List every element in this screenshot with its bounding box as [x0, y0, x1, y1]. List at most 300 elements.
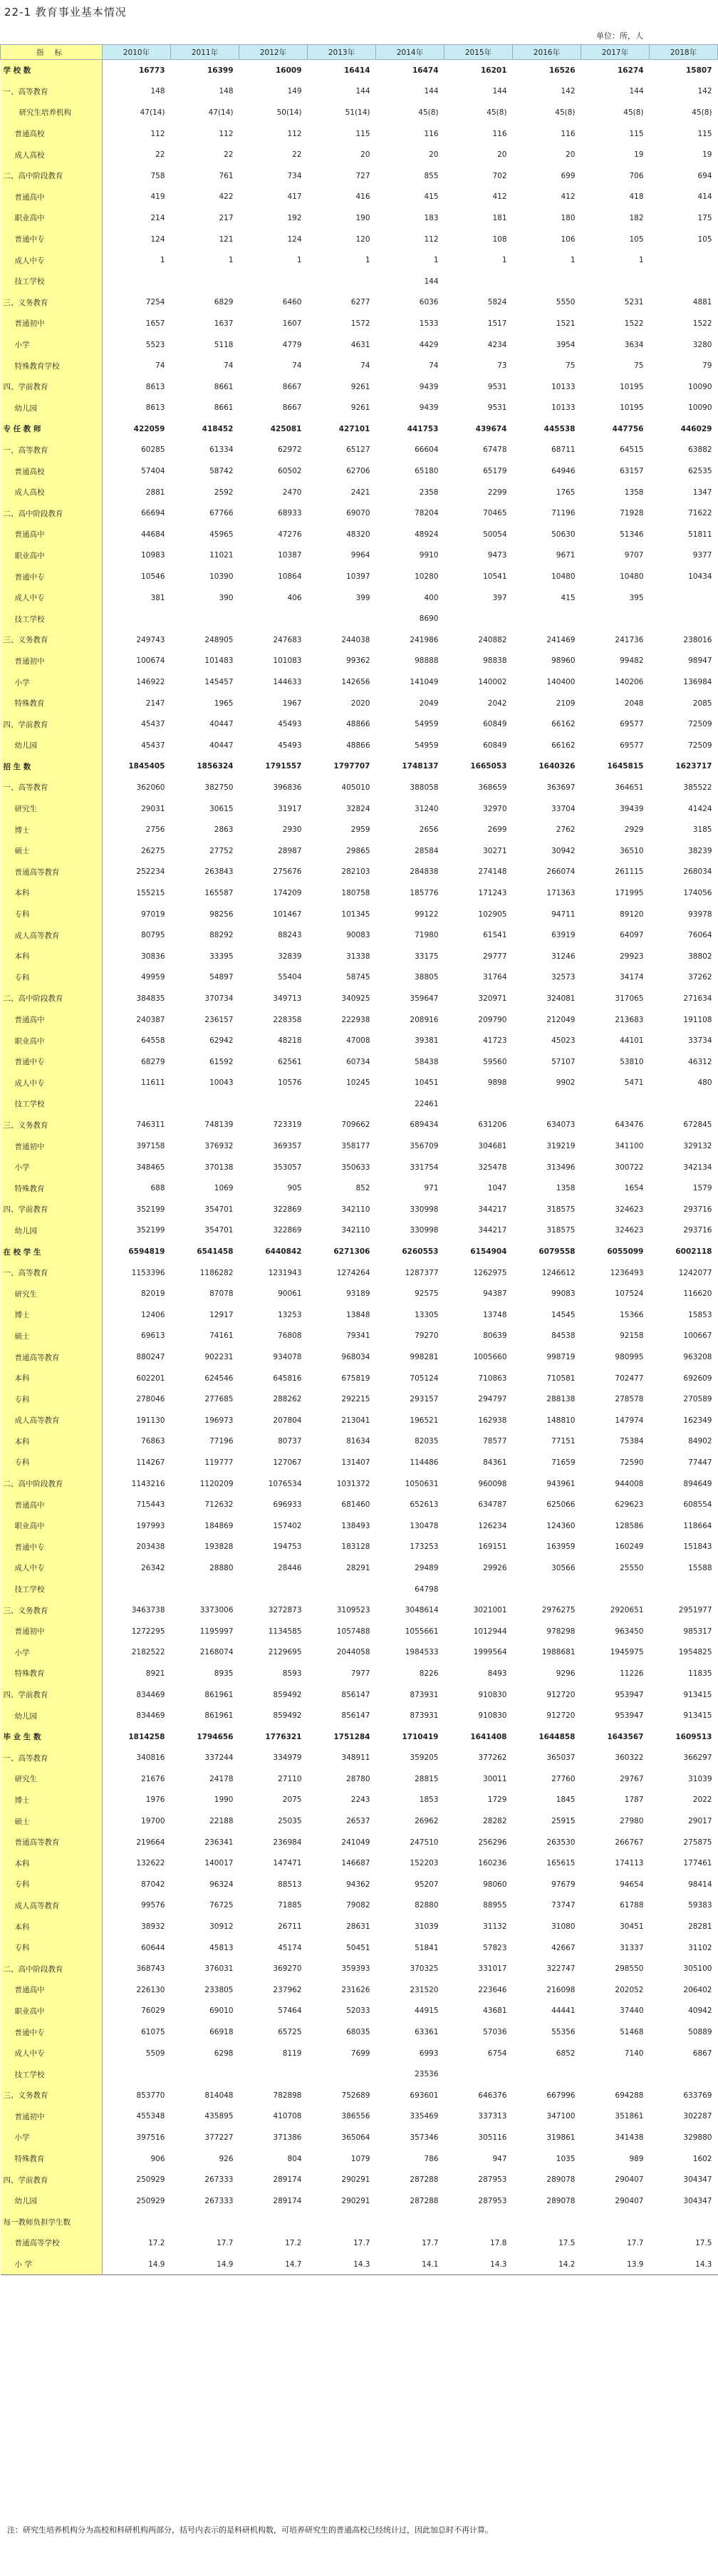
- row-label: 研究生: [1, 1283, 103, 1304]
- table-cell: 32970: [483, 804, 507, 813]
- table-cell: 2129695: [268, 1648, 302, 1657]
- table-cell: 66918: [209, 2028, 234, 2037]
- table-cell: 58742: [209, 467, 234, 476]
- row-label: 普通高中: [1, 1979, 103, 2001]
- row-label: 成人高校: [1, 482, 103, 503]
- row-label: 幼儿园: [1, 2190, 103, 2212]
- table-cell: 3373006: [199, 1606, 234, 1615]
- table-cell: 360322: [615, 1753, 644, 1763]
- table-cell: 804: [287, 2154, 302, 2163]
- table-cell: 10090: [688, 382, 712, 391]
- table-cell: 370734: [204, 994, 234, 1003]
- table-cell: 369270: [273, 1964, 302, 1974]
- table-cell: 953947: [615, 1690, 644, 1699]
- table-cell: 102905: [478, 910, 507, 919]
- table-cell: 30011: [483, 1774, 507, 1783]
- table-cell: 1079: [350, 2154, 370, 2163]
- table-cell: 386556: [341, 2112, 370, 2121]
- table-row: [1, 988, 718, 1009]
- row-label: 普通高等学校: [1, 2232, 103, 2254]
- row-label: 特殊教育学校: [1, 355, 103, 376]
- row-label: 博士: [1, 1304, 103, 1326]
- table-cell: 1: [365, 256, 370, 265]
- table-cell: 88243: [278, 931, 302, 940]
- footnote: 注：研究生培养机构分为高校和科研机构两部分，括号内表示的是科研机构数，可培养研究生的普通高校已经统计过，因此加总时不再计算。: [7, 2525, 493, 2535]
- table-cell: 861961: [204, 1711, 234, 1721]
- table-cell: 672845: [683, 1120, 712, 1130]
- table-row: [1, 1346, 718, 1368]
- table-row: [1, 482, 718, 503]
- table-cell: 32839: [278, 952, 302, 961]
- table-cell: 148: [150, 87, 165, 96]
- table-cell: 1: [501, 256, 507, 265]
- table-cell: 48924: [415, 530, 439, 539]
- table-cell: 856147: [341, 1711, 370, 1721]
- table-cell: 98960: [551, 656, 576, 666]
- header-year: 2014年: [376, 45, 444, 60]
- table-cell: 87078: [209, 1289, 234, 1299]
- table-cell: 1710419: [402, 1732, 439, 1741]
- header-year: 2018年: [650, 45, 718, 60]
- table-cell: 71980: [415, 931, 439, 940]
- table-cell: 45493: [278, 741, 302, 750]
- unit-label: 单位：所，人: [596, 31, 643, 41]
- table-cell: 207804: [273, 1416, 302, 1425]
- table-cell: 203438: [136, 1542, 165, 1552]
- table-cell: 1: [228, 256, 234, 265]
- table-cell: 5523: [145, 340, 165, 349]
- row-label: 技工学校: [1, 608, 103, 629]
- table-cell: 7977: [350, 1669, 370, 1678]
- table-cell: 4881: [692, 298, 712, 307]
- table-row: [1, 81, 718, 103]
- table-row: [1, 292, 718, 314]
- table-cell: 247510: [410, 1838, 439, 1847]
- table-cell: 364651: [615, 783, 644, 792]
- table-row: [1, 2001, 718, 2022]
- table-cell: 44915: [415, 2006, 439, 2016]
- table-cell: 861961: [204, 1690, 234, 1699]
- table-cell: 1057488: [336, 1627, 370, 1636]
- table-row: [1, 2064, 718, 2085]
- table-cell: 17.7: [217, 2238, 234, 2247]
- table-cell: 147974: [615, 1416, 644, 1425]
- table-cell: 342110: [341, 1205, 370, 1214]
- table-cell: 214: [150, 213, 165, 222]
- table-cell: 2085: [692, 699, 712, 708]
- table-cell: 324623: [615, 1226, 644, 1235]
- table-cell: 6298: [214, 2049, 234, 2058]
- table-cell: 1358: [556, 1184, 576, 1193]
- table-cell: 92158: [620, 1331, 644, 1341]
- table-cell: 45(8): [487, 108, 507, 117]
- table-cell: 72590: [620, 1458, 644, 1467]
- table-cell: 9296: [556, 1669, 576, 1678]
- table-cell: 2756: [145, 825, 165, 835]
- table-cell: 1654: [624, 1184, 644, 1193]
- table-cell: 325478: [478, 1163, 507, 1172]
- table-cell: 1967: [282, 699, 302, 708]
- table-row: [1, 1642, 718, 1664]
- table-cell: 331017: [478, 1964, 507, 1974]
- table-cell: 634787: [478, 1500, 507, 1510]
- table-cell: 15366: [620, 1310, 644, 1319]
- table-cell: 31246: [551, 952, 576, 961]
- table-row: [1, 862, 718, 883]
- table-cell: 68933: [278, 509, 302, 518]
- table-cell: 2243: [350, 1796, 370, 1805]
- table-cell: 100674: [136, 656, 165, 666]
- table-cell: [581, 2212, 650, 2233]
- table-cell: 171243: [478, 888, 507, 897]
- table-cell: 58438: [415, 1057, 439, 1066]
- table-cell: 1729: [487, 1796, 507, 1805]
- row-label: 一、高等教育: [1, 1748, 103, 1769]
- table-cell: 45493: [278, 720, 302, 729]
- table-cell: 1120209: [199, 1479, 234, 1488]
- table-cell: 57823: [483, 1943, 507, 1952]
- table-cell: 95207: [415, 1880, 439, 1889]
- table-cell: 31039: [688, 1774, 712, 1783]
- table-cell: 15853: [688, 1310, 712, 1319]
- table-cell: 63882: [688, 445, 712, 455]
- table-cell: 267333: [204, 2196, 234, 2205]
- table-cell: 3463738: [131, 1606, 165, 1615]
- table-cell: 217: [219, 213, 234, 222]
- table-cell: [308, 1093, 376, 1115]
- table-cell: 116620: [683, 1289, 712, 1299]
- table-cell: 20: [360, 150, 370, 160]
- row-label: 招 生 数: [1, 756, 103, 778]
- header-year: 2012年: [239, 45, 308, 60]
- table-cell: 15588: [688, 1563, 712, 1572]
- table-cell: 277685: [204, 1395, 234, 1404]
- table-cell: 89120: [620, 910, 644, 919]
- table-cell: 289174: [273, 2175, 302, 2185]
- table-cell: 2109: [556, 699, 576, 708]
- table-cell: 266767: [615, 1838, 644, 1847]
- table-cell: 1050631: [405, 1479, 439, 1488]
- table-cell: 14.3: [490, 2260, 507, 2269]
- table-cell: 377262: [478, 1753, 507, 1763]
- table-cell: 2976275: [541, 1606, 576, 1615]
- table-cell: 21676: [141, 1774, 165, 1783]
- table-cell: 17.7: [353, 2238, 370, 2247]
- table-cell: 144: [355, 87, 370, 96]
- table-cell: [444, 2064, 513, 2085]
- table-cell: 41723: [483, 1036, 507, 1046]
- header-indicator: 指 标: [1, 45, 103, 60]
- table-cell: 1274264: [336, 1268, 370, 1277]
- table-cell: 173253: [410, 1542, 439, 1552]
- table-cell: 873931: [410, 1690, 439, 1699]
- table-row: [1, 735, 718, 756]
- table-cell: 6867: [692, 2049, 712, 2058]
- table-cell: 40447: [209, 741, 234, 750]
- table-cell: 69577: [620, 741, 644, 750]
- table-cell: 10387: [278, 551, 302, 560]
- table-cell: 98838: [483, 656, 507, 666]
- table-cell: 10133: [551, 403, 576, 413]
- table-cell: 634073: [546, 1120, 576, 1130]
- table-cell: 5824: [487, 298, 507, 307]
- table-cell: 1797707: [333, 762, 370, 771]
- table-cell: 3185: [692, 825, 712, 835]
- table-cell: 19: [634, 150, 644, 160]
- table-cell: 88955: [483, 1901, 507, 1910]
- table-cell: 29031: [141, 804, 165, 813]
- table-cell: 10390: [209, 572, 234, 582]
- table-cell: 278578: [615, 1395, 644, 1404]
- row-label: 普通中专: [1, 1537, 103, 1558]
- table-cell: 10090: [688, 403, 712, 413]
- table-row: [1, 60, 718, 81]
- table-cell: 14.3: [695, 2260, 712, 2269]
- table-cell: 689434: [410, 1120, 439, 1130]
- table-row: [1, 693, 718, 714]
- table-cell: 126234: [478, 1521, 507, 1530]
- table-cell: 32573: [551, 973, 576, 982]
- table-row: [1, 1832, 718, 1853]
- table-cell: 47(14): [208, 108, 234, 117]
- table-cell: 64798: [415, 1585, 439, 1594]
- table-cell: 84361: [483, 1458, 507, 1467]
- table-cell: 287953: [478, 2196, 507, 2205]
- table-cell: 397516: [136, 2133, 165, 2142]
- table-cell: 38239: [688, 846, 712, 855]
- table-cell: 142: [561, 87, 576, 96]
- table-cell: 447756: [612, 424, 644, 433]
- table-cell: 5471: [624, 1078, 644, 1088]
- header-row: [1, 45, 718, 60]
- table-cell: 446029: [680, 424, 712, 433]
- table-row: [1, 1473, 718, 1495]
- table-cell: 397158: [136, 1142, 165, 1151]
- table-cell: 1: [296, 256, 302, 265]
- table-cell: 216098: [546, 1985, 576, 1994]
- table-cell: 8613: [145, 403, 165, 413]
- table-row: [1, 524, 718, 545]
- row-label: 专科: [1, 904, 103, 925]
- table-cell: 81634: [346, 1437, 370, 1446]
- table-cell: 681460: [341, 1500, 370, 1510]
- row-label: 二、高中阶段教育: [1, 165, 103, 187]
- row-label: 三、义务教育: [1, 1599, 103, 1621]
- table-cell: 334979: [273, 1753, 302, 1763]
- table-row: [1, 123, 718, 145]
- table-cell: 60502: [278, 467, 302, 476]
- table-cell: 1984533: [405, 1648, 439, 1657]
- row-label: 职业高中: [1, 2001, 103, 2022]
- table-row: [1, 398, 718, 419]
- table-cell: 28281: [688, 1922, 712, 1932]
- table-cell: 140002: [478, 678, 507, 687]
- table-cell: 2699: [487, 825, 507, 835]
- table-cell: 65725: [278, 2028, 302, 2037]
- table-cell: 52033: [346, 2006, 370, 2016]
- table-cell: [650, 2212, 718, 2233]
- table-cell: 10864: [278, 572, 302, 582]
- table-cell: 82880: [415, 1901, 439, 1910]
- table-cell: 1845405: [128, 762, 165, 771]
- table-cell: 206402: [683, 1985, 712, 1994]
- table-cell: 5509: [145, 2049, 165, 2058]
- row-label: 幼儿园: [1, 1705, 103, 1726]
- table-cell: 702: [492, 171, 507, 180]
- table-cell: 84902: [688, 1437, 712, 1446]
- table-cell: 608554: [683, 1500, 712, 1510]
- table-cell: 61334: [209, 445, 234, 455]
- table-cell: 1641408: [470, 1732, 507, 1741]
- table-cell: 1031372: [336, 1479, 370, 1488]
- table-cell: 9964: [350, 551, 370, 560]
- table-cell: 2299: [487, 488, 507, 497]
- table-cell: [513, 2064, 581, 2085]
- table-cell: 157402: [273, 1521, 302, 1530]
- table-cell: 55404: [278, 973, 302, 982]
- table-cell: 288138: [546, 1395, 576, 1404]
- table-cell: 358177: [341, 1142, 370, 1151]
- table-cell: 236341: [204, 1838, 234, 1847]
- row-label: 研究生: [1, 1768, 103, 1790]
- table-cell: 44684: [141, 530, 165, 539]
- row-label: 普通高校: [1, 123, 103, 145]
- table-cell: 140017: [204, 1859, 234, 1868]
- table-cell: 834469: [136, 1711, 165, 1721]
- table-cell: 136984: [683, 678, 712, 687]
- table-row: [1, 756, 718, 778]
- table-cell: 278046: [136, 1395, 165, 1404]
- table-cell: 118664: [683, 1521, 712, 1530]
- row-label: 本科: [1, 1368, 103, 1389]
- table-cell: 341100: [615, 1142, 644, 1151]
- table-cell: 319861: [546, 2133, 576, 2142]
- table-cell: 10043: [209, 1078, 234, 1088]
- table-cell: 128586: [615, 1521, 644, 1530]
- row-label: 本科: [1, 1853, 103, 1874]
- table-cell: 24178: [209, 1774, 234, 1783]
- table-cell: 48320: [346, 530, 370, 539]
- table-row: [1, 1937, 718, 1959]
- table-cell: 80737: [278, 1437, 302, 1446]
- table-cell: 289078: [546, 2196, 576, 2205]
- table-cell: 418: [629, 192, 644, 202]
- table-cell: 330998: [410, 1226, 439, 1235]
- table-cell: 298550: [615, 1964, 644, 1974]
- table-cell: [308, 608, 376, 629]
- table-cell: [171, 608, 239, 629]
- row-label: 职业高中: [1, 545, 103, 567]
- table-cell: 45023: [551, 1036, 576, 1046]
- row-label: 幼儿园: [1, 398, 103, 419]
- table-cell: 45437: [141, 741, 165, 750]
- table-cell: 48866: [346, 720, 370, 729]
- table-cell: 10397: [346, 572, 370, 582]
- table-cell: 350633: [341, 1163, 370, 1172]
- table-cell: [444, 1579, 513, 1600]
- table-cell: 33395: [209, 952, 234, 961]
- row-label: 普通高等教育: [1, 862, 103, 883]
- row-label: 成人高等教育: [1, 1410, 103, 1431]
- table-cell: 114267: [136, 1458, 165, 1467]
- table-cell: 149: [287, 87, 302, 96]
- table-cell: 412: [492, 192, 507, 202]
- table-cell: 112: [424, 235, 439, 244]
- table-cell: 213041: [341, 1416, 370, 1425]
- table-cell: 1: [638, 256, 644, 265]
- table-cell: 169151: [478, 1542, 507, 1552]
- table-cell: 6829: [214, 298, 234, 307]
- table-cell: 6852: [556, 2049, 576, 2058]
- table-cell: 746311: [136, 1120, 165, 1130]
- table-cell: 114486: [410, 1458, 439, 1467]
- table-cell: 3048614: [405, 1606, 439, 1615]
- row-label: 一、高等教育: [1, 1262, 103, 1284]
- table-cell: 5118: [214, 340, 234, 349]
- row-label: 二、高中阶段教育: [1, 503, 103, 524]
- table-cell: 38802: [688, 952, 712, 961]
- table-row: [1, 1009, 718, 1031]
- table-cell: 30271: [483, 846, 507, 855]
- table-cell: 175: [697, 213, 712, 222]
- table-cell: 859492: [273, 1690, 302, 1699]
- table-cell: 47008: [346, 1036, 370, 1046]
- table-cell: 61075: [141, 2028, 165, 2037]
- table-cell: 13748: [483, 1310, 507, 1319]
- table-cell: 385522: [683, 783, 712, 792]
- table-cell: [171, 1579, 239, 1600]
- table-cell: 852: [355, 1184, 370, 1193]
- table-cell: 66162: [551, 741, 576, 750]
- table-cell: 112: [150, 129, 165, 138]
- table-cell: 3021001: [473, 1606, 507, 1615]
- row-label: 专 任 教 师: [1, 418, 103, 440]
- table-cell: 275875: [683, 1838, 712, 1847]
- table-cell: 1347: [692, 488, 712, 497]
- row-label: 学 校 数: [1, 60, 103, 81]
- table-cell: 233805: [204, 1985, 234, 1994]
- table-cell: 160249: [615, 1542, 644, 1552]
- row-label: 专科: [1, 1452, 103, 1473]
- table-cell: 418452: [202, 424, 234, 433]
- table-cell: 381: [150, 593, 165, 602]
- table-cell: 7140: [624, 2049, 644, 2058]
- table-cell: 786: [424, 2154, 439, 2163]
- table-cell: 69010: [209, 2006, 234, 2016]
- table-cell: 427101: [338, 424, 370, 433]
- table-row: [1, 629, 718, 651]
- table-cell: 1134585: [268, 1627, 302, 1636]
- table-row: [1, 1115, 718, 1136]
- table-cell: 50(14): [276, 108, 302, 117]
- table-cell: 1012944: [473, 1627, 507, 1636]
- table-cell: 51(14): [345, 108, 370, 117]
- table-cell: 65127: [346, 445, 370, 455]
- table-cell: 8661: [214, 382, 234, 391]
- table-cell: 1195997: [199, 1627, 234, 1636]
- table-row: [1, 1093, 718, 1115]
- table-cell: 480: [697, 1078, 712, 1088]
- table-cell: 162349: [683, 1416, 712, 1425]
- table-cell: 968034: [341, 1353, 370, 1362]
- table-cell: 2022: [692, 1796, 712, 1805]
- table-cell: 913415: [683, 1690, 712, 1699]
- table-row: [1, 1705, 718, 1726]
- table-cell: 980995: [615, 1353, 644, 1362]
- table-cell: 57107: [551, 1057, 576, 1066]
- table-cell: 38805: [415, 973, 439, 982]
- table-cell: 94711: [551, 910, 576, 919]
